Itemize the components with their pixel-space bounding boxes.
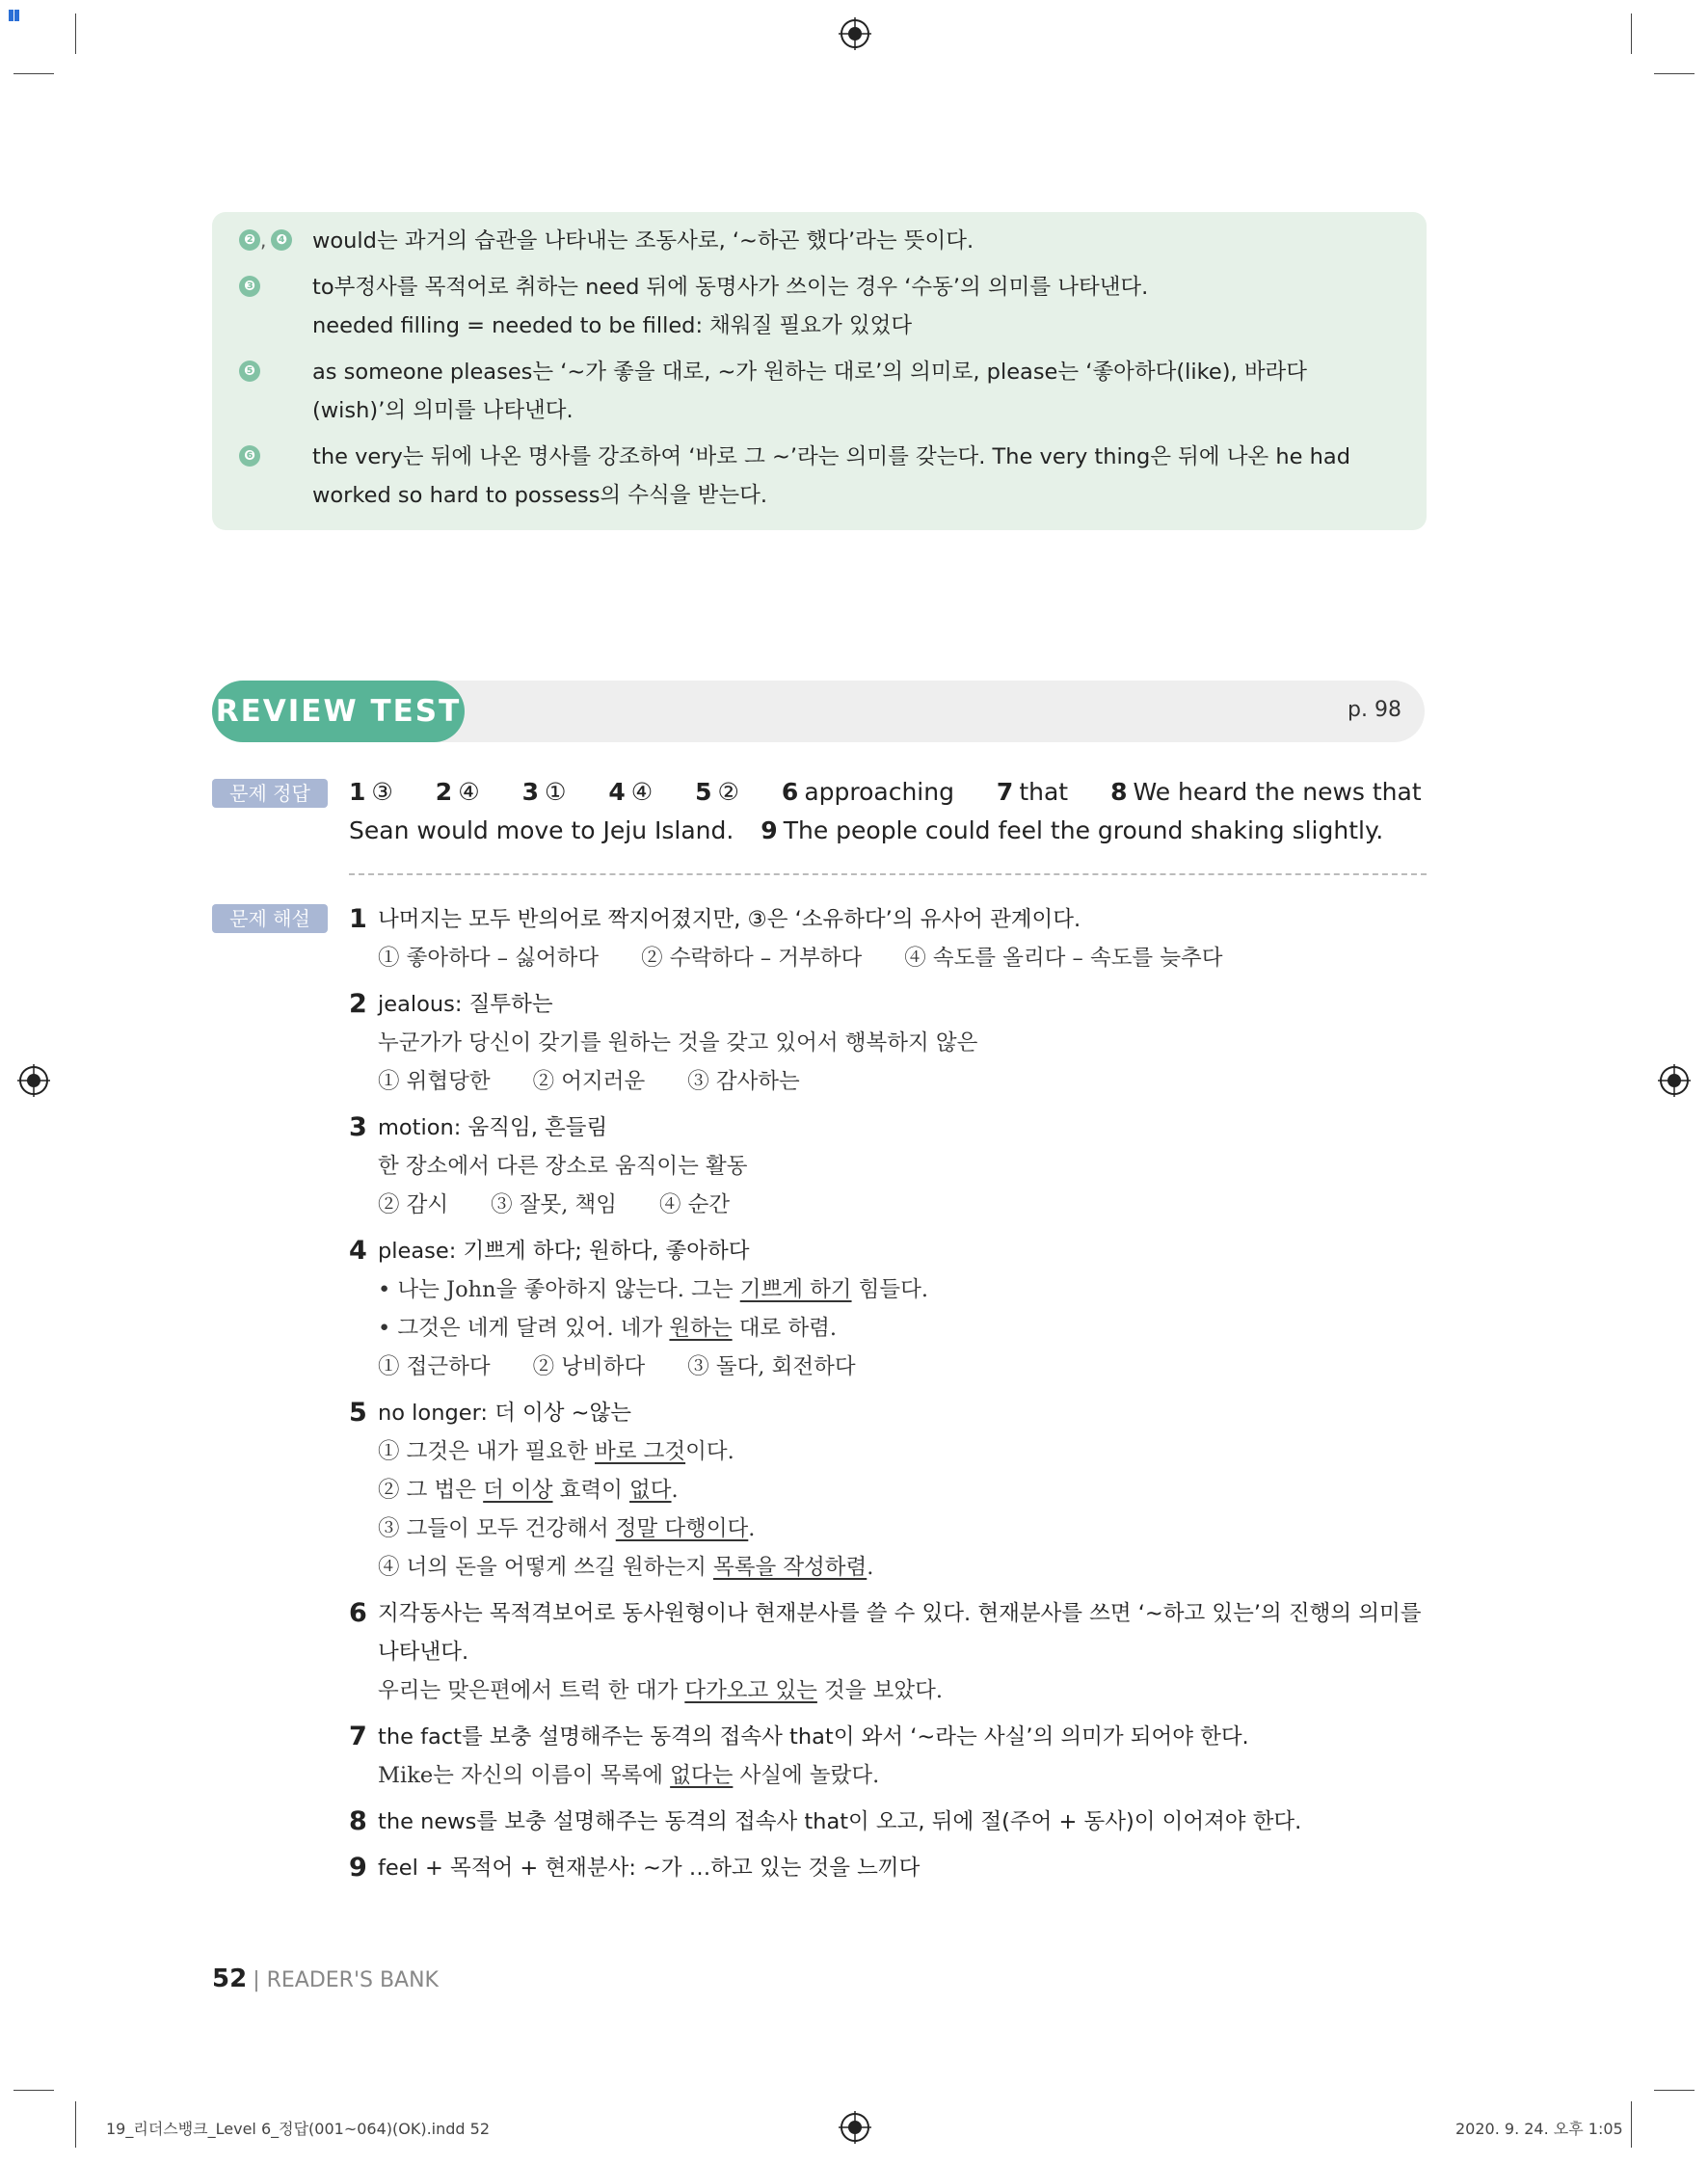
explanation-item xyxy=(349,1849,1427,1887)
option-list xyxy=(378,1062,1427,1101)
option: ① 위협당한 xyxy=(378,1069,491,1094)
option: ③ 돌다, 회전하다 xyxy=(687,1354,856,1379)
item-text: please: 기쁘게 하다; 원하다, 좋아하다 xyxy=(378,1239,750,1264)
item-text: the news를 보충 설명해주는 동격의 접속사 that이 오고, 뒤에 절(주어 + 동사)이 이어져야 한다. xyxy=(378,1809,1302,1834)
example-sentence: ① 그것은 내가 필요한 바로 그것이다. xyxy=(378,1439,734,1464)
answer-list xyxy=(349,773,1427,850)
note-number: ❷ , ❹ xyxy=(239,229,292,253)
bookmark-icon xyxy=(8,8,21,21)
option: ② 낭비하다 xyxy=(532,1354,646,1379)
item-number: 2 xyxy=(349,989,367,1019)
item-text: 나머지는 모두 반의어로 짝지어졌지만, ③은 ‘소유하다’의 유사어 관계이다. xyxy=(378,907,1081,932)
item-number: 9 xyxy=(349,1853,367,1883)
option-list xyxy=(378,1348,1427,1386)
answer-item: 3 ① xyxy=(521,778,567,806)
crop-mark xyxy=(1631,13,1632,54)
answer-item: 8 We heard the news that Sean would move to Jeju Island. xyxy=(349,778,1422,844)
file-slug: 19_리더스뱅크_Level 6_정답(001~064)(OK).indd 52 xyxy=(106,2120,491,2138)
example-sentence: • 그것은 네게 달려 있어. 네가 원하는 대로 하렴. xyxy=(378,1316,838,1341)
example-sentence: 우리는 맞은편에서 트럭 한 대가 다가오고 있는 것을 보았다. xyxy=(378,1678,944,1703)
explanation-item xyxy=(349,1232,1427,1386)
explanation-item xyxy=(349,985,1427,1101)
option-list xyxy=(378,939,1427,977)
item-text: no longer: 더 이상 ~않는 xyxy=(378,1401,632,1426)
option: ② 어지러운 xyxy=(532,1069,646,1094)
item-number: 5 xyxy=(349,1398,367,1428)
note-number-badge: ❻ xyxy=(239,445,260,467)
option: ③ 잘못, 책임 xyxy=(491,1192,618,1217)
definition-text: 한 장소에서 다른 장소로 움직이는 활동 xyxy=(378,1154,748,1179)
note-text: needed filling = needed to be filled: 채워질 필요가 있었다 xyxy=(312,313,913,338)
grammar-notes-box xyxy=(212,212,1427,530)
note-item xyxy=(239,438,1400,515)
registration-mark-icon xyxy=(17,1064,50,1097)
explanation-list xyxy=(349,900,1427,1895)
option: ① 접근하다 xyxy=(378,1354,491,1379)
note-text: would는 과거의 습관을 나타내는 조동사로, ‘~하곤 했다’라는 뜻이다. xyxy=(312,228,974,254)
option: ② 감시 xyxy=(378,1192,449,1217)
explanations-tag: 문제 해설 xyxy=(212,904,328,933)
answer-item: 2 ④ xyxy=(435,778,480,806)
note-text: as someone pleases는 ‘~가 좋을 대로, ~가 원하는 대로’의 의미로, please는 ‘좋아하다(like), 바라다(wish)’의 의미를 나타낸다. xyxy=(312,360,1308,423)
note-number-badge: ❷ xyxy=(239,229,260,251)
definition-text: 누군가가 당신이 갖기를 원하는 것을 갖고 있어서 행복하지 않은 xyxy=(378,1030,978,1055)
option: ④ 순간 xyxy=(659,1192,731,1217)
answer-item: 1 ③ xyxy=(349,778,393,806)
option: ④ 속도를 올리다 – 속도를 늦추다 xyxy=(904,946,1223,971)
example-sentence: ③ 그들이 모두 건강해서 정말 다행이다. xyxy=(378,1516,756,1541)
item-number: 4 xyxy=(349,1236,367,1266)
crop-mark xyxy=(1654,2090,1695,2091)
example-sentence: ② 그 법은 더 이상 효력이 없다. xyxy=(378,1478,679,1503)
explanation-item xyxy=(349,900,1427,977)
crop-mark xyxy=(75,2101,76,2148)
section-divider xyxy=(349,873,1427,875)
option: ③ 감사하는 xyxy=(687,1069,800,1094)
item-number: 1 xyxy=(349,904,367,934)
answer-item: 9 The people could feel the ground shaking slightly. xyxy=(761,816,1384,844)
example-sentence: ④ 너의 돈을 어떻게 쓰길 원하는지 목록을 작성하렴. xyxy=(378,1555,874,1580)
item-text: motion: 움직임, 흔들림 xyxy=(378,1115,608,1140)
item-text: jealous: 질투하는 xyxy=(378,992,553,1017)
note-number-badge: ❺ xyxy=(239,361,260,382)
note-number-badge: ❹ xyxy=(271,229,292,251)
explanation-item xyxy=(349,1109,1427,1224)
item-number: 6 xyxy=(349,1598,367,1628)
answer-item: 7 that xyxy=(996,778,1069,806)
explanation-item xyxy=(349,1594,1427,1710)
answer-item: 4 ④ xyxy=(608,778,654,806)
crop-mark xyxy=(75,13,76,54)
explanation-item xyxy=(349,1803,1427,1841)
explanation-item xyxy=(349,1718,1427,1795)
answers-tag: 문제 정답 xyxy=(212,779,328,808)
book-title: | READER'S BANK xyxy=(253,1968,439,1992)
crop-mark xyxy=(1631,2101,1632,2148)
item-number: 8 xyxy=(349,1806,367,1836)
registration-mark-icon xyxy=(839,2111,871,2144)
date-slug: 2020. 9. 24. 오후 1:05 xyxy=(1455,2120,1623,2138)
item-number: 3 xyxy=(349,1112,367,1142)
option: ① 좋아하다 – 싫어하다 xyxy=(378,946,600,971)
answer-item: 5 ② xyxy=(695,778,739,806)
option: ② 수락하다 – 거부하다 xyxy=(641,946,863,971)
note-item xyxy=(239,353,1400,430)
item-text: 지각동사는 목적격보어로 동사원형이나 현재분사를 쓸 수 있다. 현재분사를 쓰면 ‘~하고 있는’의 진행의 의미를 나타낸다. xyxy=(378,1601,1422,1665)
note-number-badge: ❸ xyxy=(239,276,260,297)
item-number: 7 xyxy=(349,1722,367,1751)
page-footer xyxy=(212,1964,439,1993)
note-item xyxy=(239,268,1400,345)
crop-mark xyxy=(13,73,54,74)
page-number: 52 xyxy=(212,1964,248,1993)
crop-mark xyxy=(1654,73,1695,74)
item-text: feel + 목적어 + 현재분사: ~가 …하고 있는 것을 느끼다 xyxy=(378,1856,921,1881)
note-text: to부정사를 목적어로 취하는 need 뒤에 동명사가 쓰이는 경우 ‘수동’의 의미를 나타낸다. xyxy=(312,275,1149,300)
registration-mark-icon xyxy=(839,17,871,50)
registration-mark-icon xyxy=(1658,1064,1691,1097)
page-reference: p. 98 xyxy=(1348,698,1401,722)
crop-mark xyxy=(13,2090,54,2091)
option-list xyxy=(378,1186,1427,1224)
example-sentence: • 나는 John을 좋아하지 않는다. 그는 기쁘게 하기 힘들다. xyxy=(378,1277,929,1302)
answer-item: 6 approaching xyxy=(781,778,954,806)
example-sentence: Mike는 자신의 이름이 목록에 없다는 사실에 놀랐다. xyxy=(378,1763,880,1788)
note-item xyxy=(239,222,1400,260)
item-text: the fact를 보충 설명해주는 동격의 접속사 that이 와서 ‘~라는 사실’의 의미가 되어야 한다. xyxy=(378,1724,1249,1750)
review-test-title: REVIEW TEST xyxy=(212,681,465,742)
note-text: the very는 뒤에 나온 명사를 강조하여 ‘바로 그 ~’라는 의미를 갖는다. The very thing은 뒤에 나온 he had worked so hard to possess의 수식을 받는다. xyxy=(312,444,1351,508)
explanation-item xyxy=(349,1394,1427,1587)
